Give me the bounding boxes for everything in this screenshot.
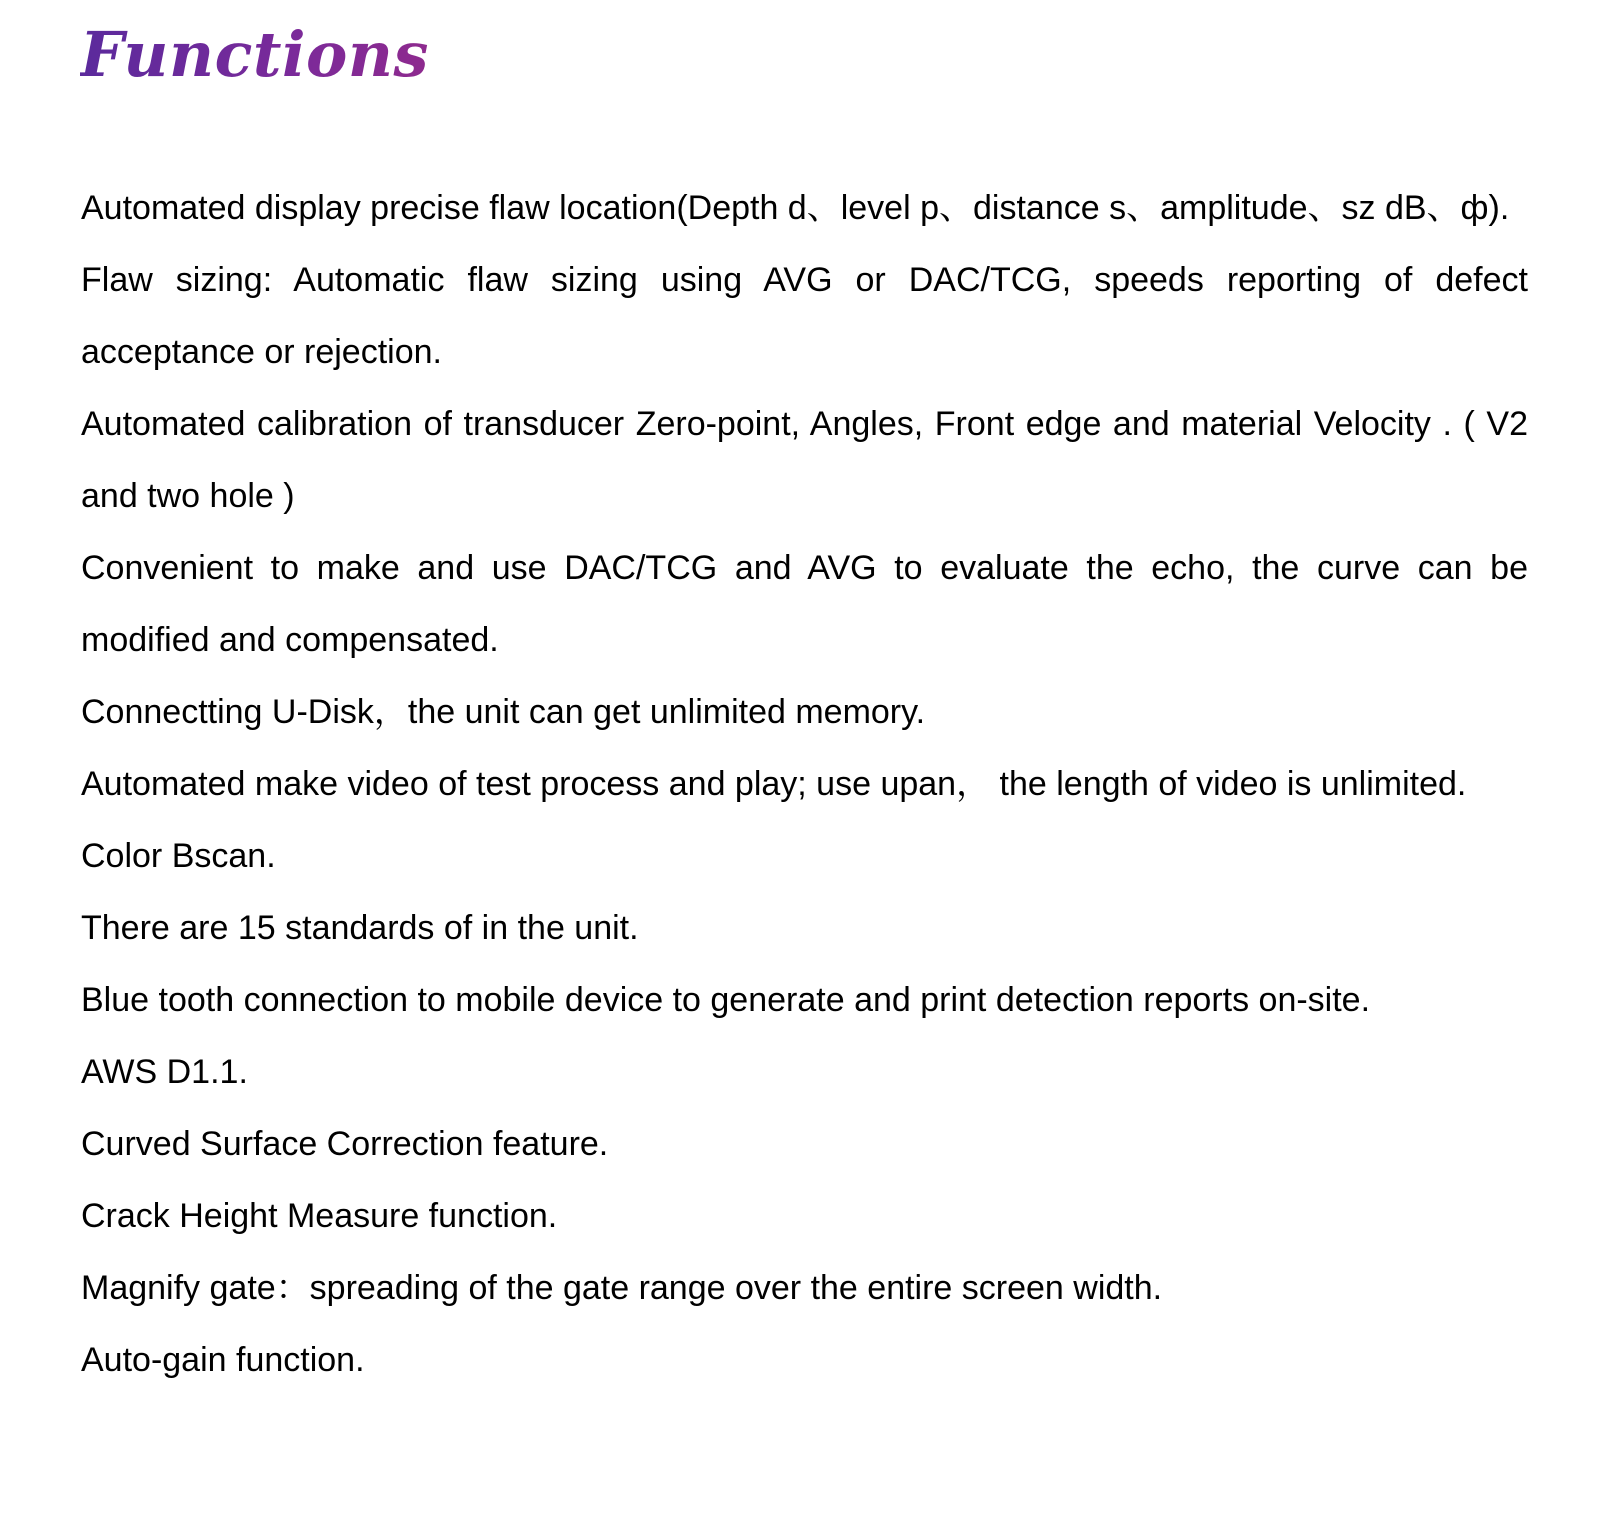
function-item-bluetooth: Blue tooth connection to mobile device to generate and print detection reports on-site. [81, 981, 1371, 1019]
function-item-magnify-gate: Magnify gate：spreading of the gate range over the entire screen width. [81, 1269, 1163, 1307]
function-item-aws: AWS D1.1. [81, 1053, 248, 1091]
function-item-color-bscan: Color Bscan. [81, 837, 276, 875]
function-item-calibration: Automated calibration of transducer Zero-point, Angles, Front edge and material Velocity . ( V2 and two hole ) [81, 405, 1528, 515]
function-item-dac-tcg: Convenient to make and use DAC/TCG and AVG to evaluate the echo, the curve can be modified and compensated. [81, 549, 1528, 659]
function-item-flaw-location: Automated display precise flaw location(Depth d、level p、distance s、amplitude、sz dB、ф). [81, 189, 1510, 227]
page-title: Functions [80, 10, 429, 100]
function-item-video: Automated make video of test process and play; use upan， the length of video is unlimited. [81, 765, 1467, 803]
function-item-flaw-sizing: Flaw sizing: Automatic flaw sizing using AVG or DAC/TCG, speeds reporting of defect acceptance or rejection. [81, 261, 1528, 371]
function-item-crack-height: Crack Height Measure function. [81, 1197, 558, 1235]
function-item-u-disk: Connectting U-Disk，the unit can get unlimited memory. [81, 693, 926, 731]
function-item-standards: There are 15 standards of in the unit. [81, 909, 639, 947]
functions-list [81, 172, 1528, 1396]
function-item-curved-surface: Curved Surface Correction feature. [81, 1125, 609, 1163]
function-item-auto-gain: Auto-gain function. [81, 1341, 365, 1379]
